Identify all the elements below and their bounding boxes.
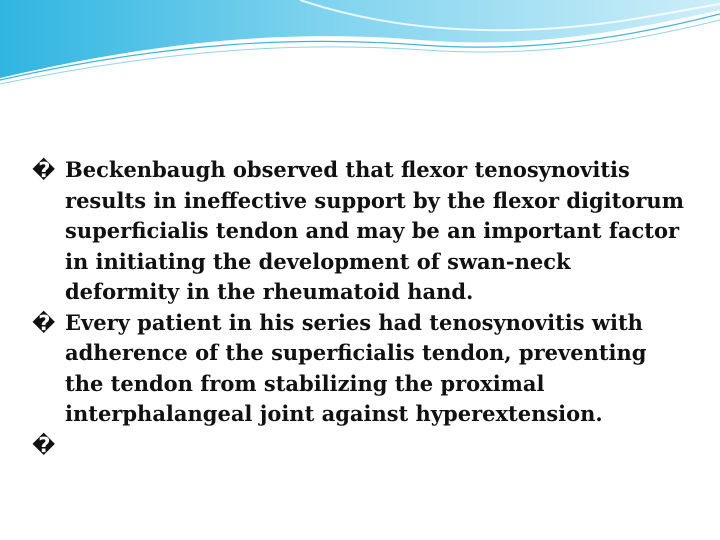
bullet-item <box>32 155 692 308</box>
bullet-text: Beckenbaugh observed that flexor tenosynovitis results in ineffective support by the flexor digitorum superficialis tendon and may be an important factor in initiating the development of swan-neck deformity in the rheumatoid hand. <box>65 157 684 304</box>
bullet-text: Every patient in his series had tenosynovitis with adherence of the superficialis tendon, preventing the tendon from stabilizing the proximal interphalangeal joint against hyperextension. <box>65 309 647 426</box>
bullet-marker-icon: � <box>32 432 56 457</box>
wave-fill <box>0 0 720 78</box>
bullet-item <box>32 308 692 430</box>
header-wave-decoration <box>0 0 720 90</box>
slide-body <box>32 155 692 457</box>
bullet-marker-icon: � <box>32 158 56 182</box>
bullet-marker-icon: � <box>32 310 56 335</box>
